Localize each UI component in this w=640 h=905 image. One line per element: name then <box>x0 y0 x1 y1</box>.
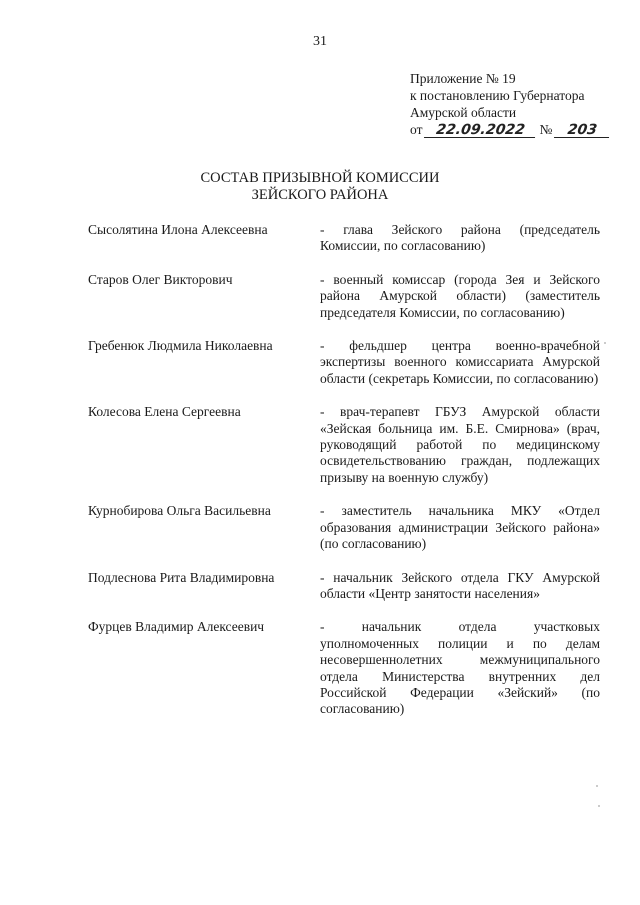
member-row <box>88 570 600 603</box>
member-role: - начальник Зейского отдела ГКУ Амурской области «Центр занятости населения» <box>320 569 600 601</box>
appendix-region: Амурской области <box>410 105 517 120</box>
member-role: - фельдшер центра военно-врачебной экспертизы военного комиссариата Амурской области (секретарь Комиссии, по согласованию) <box>320 338 600 386</box>
member-role: - заместитель начальника МКУ «Отдел образования администрации Зейского района» (по согласованию) <box>320 503 600 552</box>
page-number: 31 <box>313 34 327 49</box>
title-line-2: ЗЕЙСКОГО РАЙОНА <box>251 187 389 203</box>
handwritten-date: 22.09.2022 <box>424 123 537 138</box>
member-name: Гребенюк Людмила Николаевна <box>88 338 273 354</box>
scan-speck <box>598 805 600 807</box>
title-line-1: СОСТАВ ПРИЗЫВНОЙ КОМИССИИ <box>200 170 440 186</box>
member-row <box>88 338 600 387</box>
scan-speck <box>596 785 598 787</box>
member-role: - врач-терапевт ГБУЗ Амурской области «Зейская больница им. Б.Е. Смирнова» (врач, руководящий работой по медицинскому освидетельствованию граждан, подлежащих призыву на военную службу) <box>320 404 600 485</box>
number-sign: № <box>539 122 553 137</box>
commission-members-list <box>88 222 600 735</box>
member-row <box>88 272 600 321</box>
handwritten-number: 203 <box>554 123 611 138</box>
appendix-decree-ref: к постановлению Губернатора <box>410 88 585 103</box>
member-name: Фурцев Владимир Алексеевич <box>88 619 265 635</box>
appendix-date-number-line <box>410 121 610 138</box>
member-role: - военный комиссар (города Зея и Зейского района Амурской области) (заместитель председателя Комиссии, по согласованию) <box>320 271 600 320</box>
scan-speck <box>604 342 606 344</box>
member-role: - начальник отдела участковых уполномоченных полиции и по делам несовершеннолетних межмуниципального отдела Министерства внутренних дел Российской Федерации «Зейский» (по согласованию) <box>320 619 600 717</box>
member-row <box>88 222 600 255</box>
member-row <box>88 404 600 486</box>
member-name: Подлеснова Рита Владимировна <box>88 569 275 585</box>
member-name: Старов Олег Викторович <box>88 271 233 287</box>
document-title <box>0 170 640 204</box>
member-role: - глава Зейского района (председатель Комиссии, по согласованию) <box>320 222 600 254</box>
member-row <box>88 503 600 552</box>
member-name: Курнобирова Ольга Васильевна <box>88 503 271 519</box>
appendix-header <box>410 70 610 138</box>
member-row <box>88 619 600 717</box>
member-name: Сысолятина Илона Алексеевна <box>88 222 268 237</box>
date-prefix: от <box>410 122 423 137</box>
member-name: Колесова Елена Сергеевна <box>88 404 241 420</box>
appendix-label: Приложение № 19 <box>410 71 516 86</box>
